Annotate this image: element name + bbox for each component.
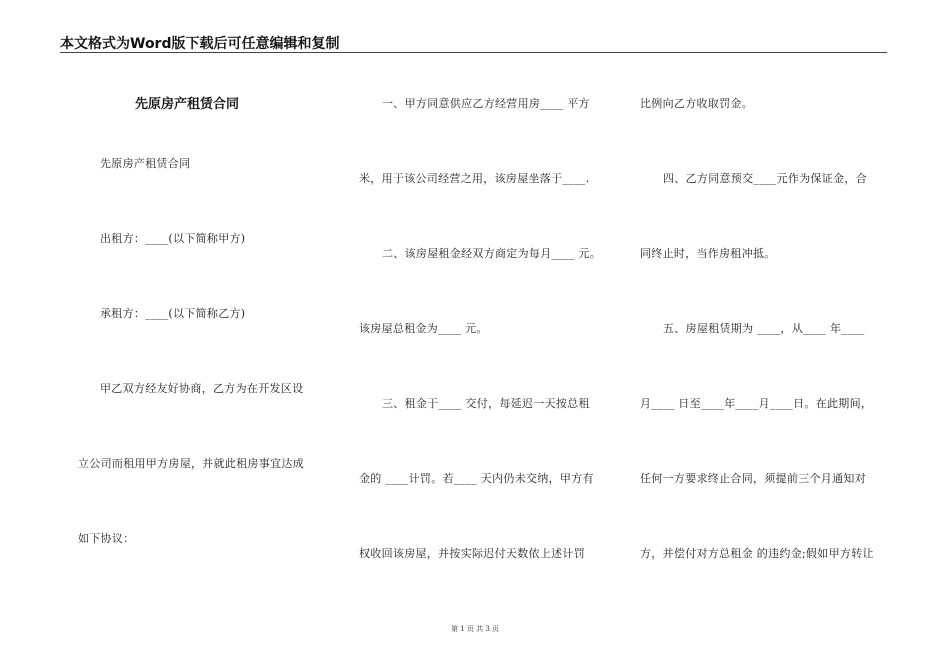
col3-line: 比例向乙方收取罚金。 [640,97,753,110]
col2-line: 金的 ____计罚。若____ 天内仍未交纳，甲方有 [359,472,594,485]
col3-line: 四、乙方同意预交____元作为保证金，合 [663,172,867,185]
document-title: 先原房产租赁合同 [135,97,240,112]
col1-line: 先原房产租赁合同 [100,157,191,170]
col3-line: 任何一方要求终止合同，须提前三个月通知对 [640,472,866,485]
col1-line: 如下协议： [78,532,135,545]
col3-line: 月____ 日至____年____月____日。在此期间， [640,397,873,410]
col3-line: 同终止时，当作房租冲抵。 [640,247,776,260]
page-number: 第 1 页 共 3 页 [450,625,500,633]
col3-line: 方，并偿付对方总租金 的违约金;假如甲方转让 [640,547,874,560]
col2-line: 米，用于该公司经营之用，该房屋坐落于____. [359,172,590,185]
col2-line: 二、该房屋租金经双方商定为每月____ 元。 [382,247,602,260]
col1-line: 立公司而租用甲方房屋，并就此租房事宜达成 [78,457,304,470]
header-divider [60,52,887,53]
col2-line: 三、租金于____ 交付，每延迟一天按总租 [382,397,590,410]
col2-line: 权收回该房屋，并按实际迟付天数依上述计罚 [359,547,585,560]
col1-line: 承租方：____(以下简称乙方) [100,307,246,320]
document-banner: 本文格式为Word版下载后可任意编辑和复制 [60,36,340,52]
col1-line: 出租方：____(以下简称甲方) [100,232,246,245]
col2-line: 该房屋总租金为____ 元。 [359,322,488,335]
col3-line: 五、房屋租赁期为 ____，从____ 年____ [663,322,865,335]
col1-line: 甲乙双方经友好协商，乙方为在开发区设 [100,382,304,395]
col2-line: 一、甲方同意供应乙方经营用房____ 平方 [382,97,590,110]
